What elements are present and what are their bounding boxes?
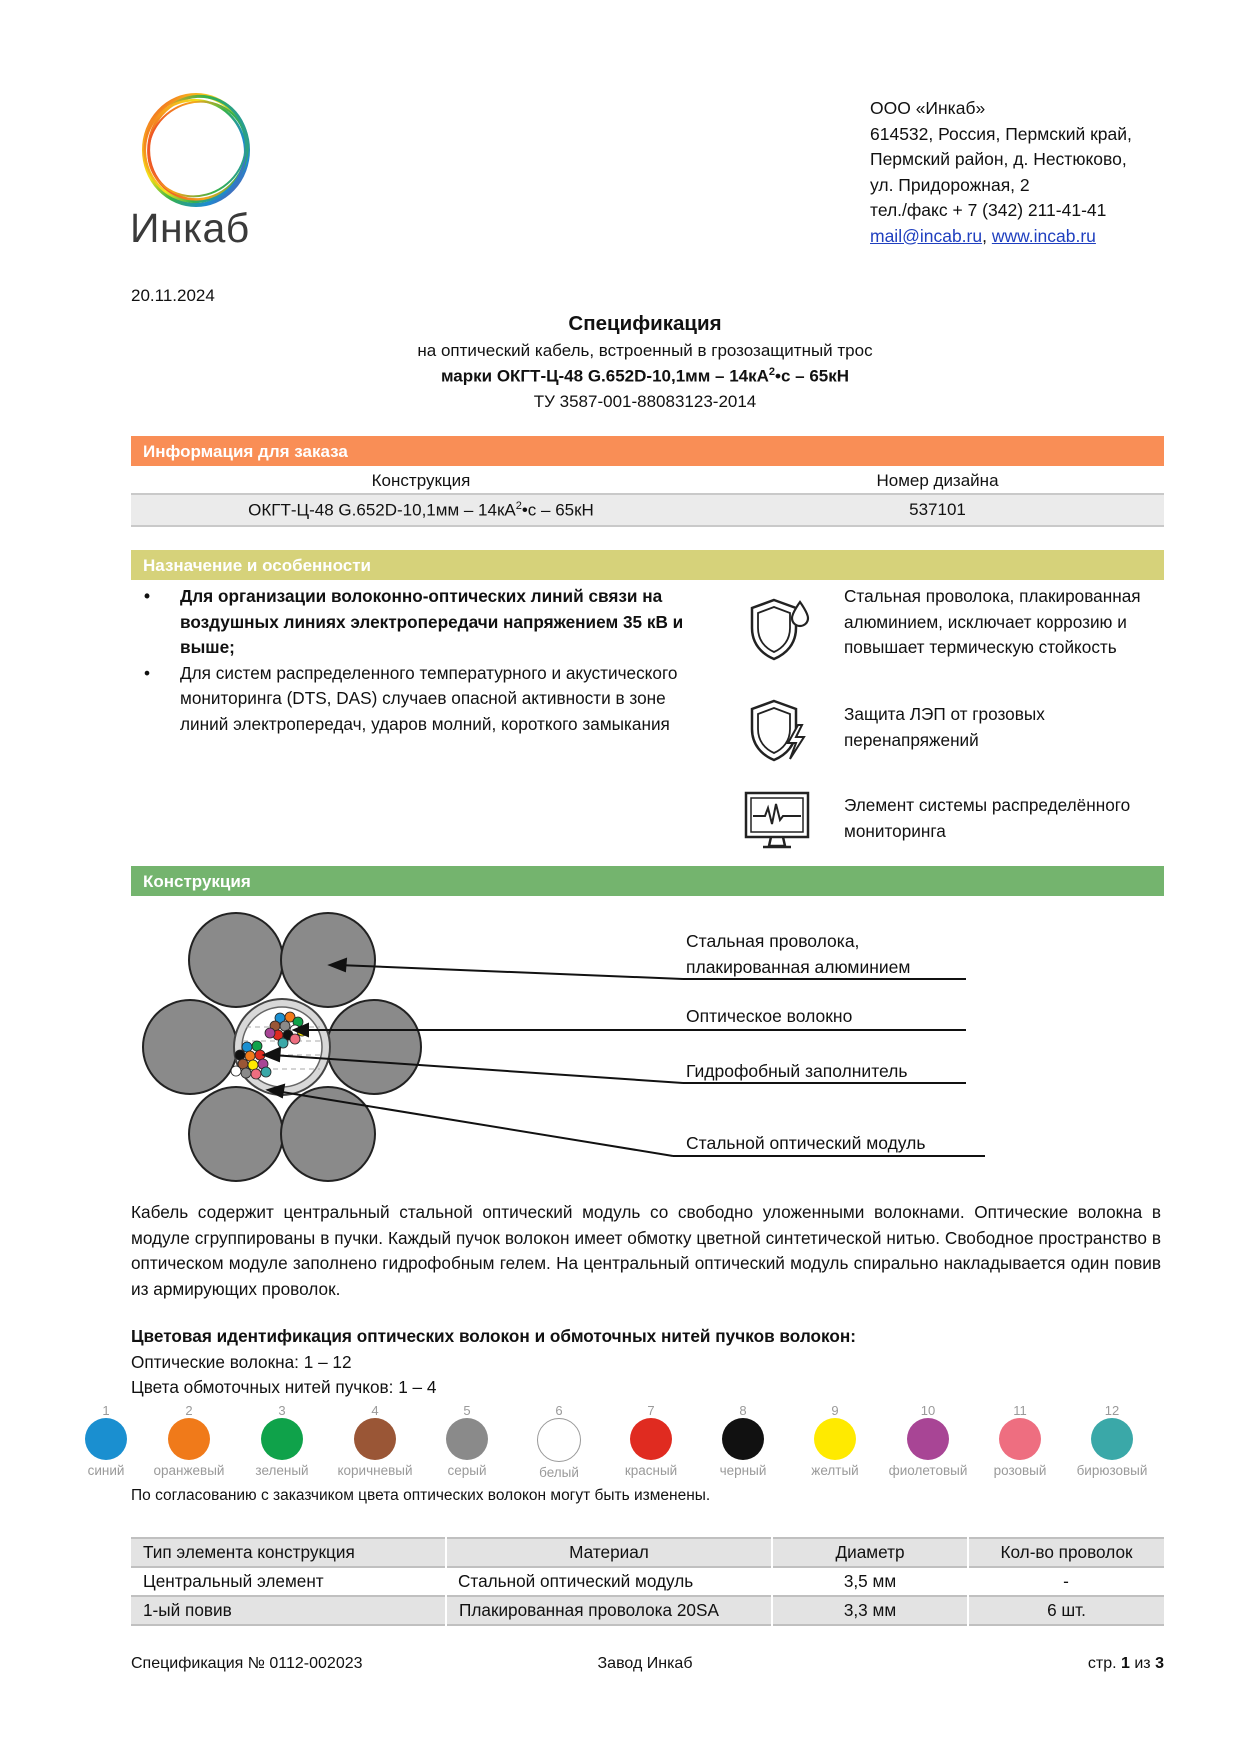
color-circle	[814, 1418, 856, 1460]
color-name: коричневый	[337, 1463, 413, 1478]
construction-header: Конструкция	[131, 866, 1164, 896]
title-line-1: на оптический кабель, встроенный в грозозащитный трос	[417, 341, 873, 360]
logo	[131, 88, 281, 263]
color-swatch	[514, 1403, 604, 1480]
purpose-header: Назначение и особенности	[131, 550, 1164, 580]
color-number: 7	[647, 1403, 655, 1418]
list-item: • Для организации волоконно-оптических линий связи на воздушных линиях электропередачи напряжением 35 кВ и выше;	[144, 586, 684, 657]
shield-droplet-icon	[748, 596, 810, 662]
list-item: • Для систем распределенного температурного и акустического мониторинга (DTS, DAS) случаев опасной активности в зоне линий электропередач, ударов молний, короткого замыкания	[144, 662, 678, 734]
steel-wire	[281, 913, 375, 1007]
color-circle	[1091, 1418, 1133, 1460]
color-number: 3	[278, 1403, 286, 1418]
order-info-header: Информация для заказа	[131, 436, 1164, 466]
color-swatch	[1067, 1403, 1157, 1478]
table-cell: 3,3 мм	[772, 1596, 968, 1625]
document-date: 20.11.2024	[131, 286, 215, 305]
callout-optical-fiber: Оптическое волокно	[686, 1006, 853, 1026]
table-cell: Стальной оптический модуль	[458, 1571, 694, 1591]
color-name: зеленый	[255, 1463, 309, 1478]
color-circle	[168, 1418, 210, 1460]
order-construction-value: ОКГТ-Ц-48 $G.652D-10,1мм - 14кА^2•с - 65кН$	[248, 500, 594, 520]
color-circle	[630, 1418, 672, 1460]
company-line: ул. Придорожная, 2	[870, 174, 1030, 195]
color-circle	[261, 1418, 303, 1460]
construction-description: Кабель содержит центральный стальной оптический модуль со свободно уложенными волокнами. Оптические волокна в модуле сгруппированы в пучки. Каждый пучок волокон имеет обмотку цветной синтетической нитью. Свободное пространство в оптическом модуле заполнено гидрофобным гелем. На центральный оптический модуль спирально накладывается один повив из армирующих проволок.	[131, 1202, 1161, 1299]
steel-wire	[327, 1000, 421, 1094]
table-header: Материал	[446, 1538, 772, 1567]
color-number: 4	[371, 1403, 379, 1418]
color-swatch	[422, 1403, 512, 1478]
color-number: 6	[555, 1403, 563, 1418]
order-col-design-number: Номер дизайна	[876, 471, 999, 490]
company-line: тел./факс + 7 (342) 211-41-41	[870, 200, 1107, 220]
website-link[interactable]: www.incab.ru	[991, 225, 1096, 246]
table-row	[131, 1596, 1164, 1625]
fiber-range: Оптические волокна: 1 – 12	[131, 1352, 352, 1372]
color-name: белый	[539, 1465, 579, 1480]
color-name: синий	[87, 1463, 125, 1478]
color-swatch	[606, 1403, 696, 1478]
color-number: 10	[920, 1403, 936, 1418]
color-number: 12	[1104, 1403, 1120, 1418]
color-swatch	[61, 1403, 151, 1478]
color-swatch	[144, 1403, 234, 1478]
steel-wire	[143, 1000, 237, 1094]
bundle-range: Цвета обмоточных нитей пучков: 1 – 4	[131, 1377, 437, 1397]
table-cell: -	[1063, 1571, 1069, 1591]
company-line: ООО «Инкаб»	[870, 98, 986, 118]
color-name: серый	[447, 1463, 487, 1478]
color-name: черный	[719, 1463, 767, 1478]
table-header-row	[131, 1538, 1164, 1567]
color-name: фиолетовый	[888, 1463, 968, 1478]
email-link[interactable]: mail@incab.ru	[870, 225, 983, 246]
color-swatch	[975, 1403, 1065, 1478]
monitor-pulse-icon	[743, 790, 811, 850]
steel-wire	[281, 1087, 375, 1181]
feature-text: Элемент системы распределённого мониторинга	[844, 795, 1131, 841]
table-header: Диаметр	[772, 1538, 968, 1567]
color-circle	[722, 1418, 764, 1460]
color-circle	[354, 1418, 396, 1460]
color-number: 2	[185, 1403, 193, 1418]
color-swatch	[698, 1403, 788, 1478]
color-number: 5	[463, 1403, 471, 1418]
company-info	[870, 96, 1132, 249]
table-header: Тип элемента конструкция	[131, 1538, 446, 1567]
title-line-3: ТУ 3587-001-88083123-2014	[533, 392, 757, 411]
color-name: красный	[624, 1463, 678, 1478]
color-number: 1	[102, 1403, 110, 1418]
table-row	[131, 1567, 1164, 1596]
table-cell: 1-ый повив	[131, 1596, 446, 1625]
color-name: бирюзовый	[1076, 1463, 1148, 1478]
callout-steel-wire: Стальная проволока,	[686, 931, 860, 951]
order-row	[131, 493, 1164, 527]
steel-wire	[189, 1087, 283, 1181]
title-line-2: марки ОКГТ-Ц-48 $G.652D-10,1мм - 14кА^2•с - 65кН$	[440, 366, 850, 386]
callout-hydrophobic-filler: Гидрофобный заполнитель	[686, 1061, 908, 1081]
shield-lightning-icon	[748, 697, 810, 763]
logo-text: Инкаб	[130, 205, 250, 251]
color-swatch	[790, 1403, 880, 1478]
color-name: розовый	[993, 1463, 1047, 1478]
color-circle	[537, 1418, 581, 1462]
color-id-title: Цветовая идентификация оптических волокон и обмоточных нитей пучков волокон:	[131, 1326, 856, 1346]
company-line: Пермский район, д. Нестюково,	[870, 149, 1127, 169]
page-title: Спецификация	[568, 312, 722, 335]
color-number: 9	[831, 1403, 839, 1418]
color-name: желтый	[811, 1463, 859, 1478]
feature-text: Стальная проволока, плакированная алюминием, исключает коррозию и повышает термическую стойкость	[844, 586, 1141, 657]
color-circle	[999, 1418, 1041, 1460]
color-swatch	[330, 1403, 420, 1478]
table-cell: Плакированная проволока 20SA	[446, 1596, 772, 1625]
color-swatch	[237, 1403, 327, 1478]
footer-plant: Завод Инкаб	[597, 1655, 693, 1672]
order-design-value: 537101	[909, 500, 966, 519]
table-header: Кол-во проволок	[1000, 1542, 1133, 1562]
callout-steel-wire-2: плакированная алюминием	[686, 957, 911, 977]
color-number: 8	[739, 1403, 747, 1418]
construction-table	[131, 1537, 1164, 1626]
order-col-construction: Конструкция	[371, 471, 471, 490]
color-swatch	[883, 1403, 973, 1478]
table-cell: Центральный элемент	[143, 1571, 324, 1591]
callout-steel-module: Стальной оптический модуль	[686, 1133, 926, 1153]
footer-pagination: стр. 1 из 3	[1087, 1655, 1164, 1672]
table-cell: 3,5 мм	[843, 1571, 897, 1591]
company-line: 614532, Россия, Пермский край,	[870, 123, 1132, 144]
color-note: По согласованию с заказчиком цвета оптических волокон могут быть изменены.	[131, 1487, 711, 1504]
contact-links: mail@incab.ru, www.incab.ru	[870, 225, 1096, 246]
color-circle	[85, 1418, 127, 1460]
purpose-list	[140, 584, 700, 737]
feature-text: Защита ЛЭП от грозовых перенапряжений	[844, 704, 1045, 750]
color-name: оранжевый	[153, 1463, 225, 1478]
color-circle	[907, 1418, 949, 1460]
steel-wire	[189, 913, 283, 1007]
color-number: 11	[1013, 1403, 1027, 1418]
color-circle	[446, 1418, 488, 1460]
table-cell: 6 шт.	[1047, 1600, 1086, 1620]
footer-spec-number: Спецификация № 0112-002023	[131, 1655, 363, 1672]
